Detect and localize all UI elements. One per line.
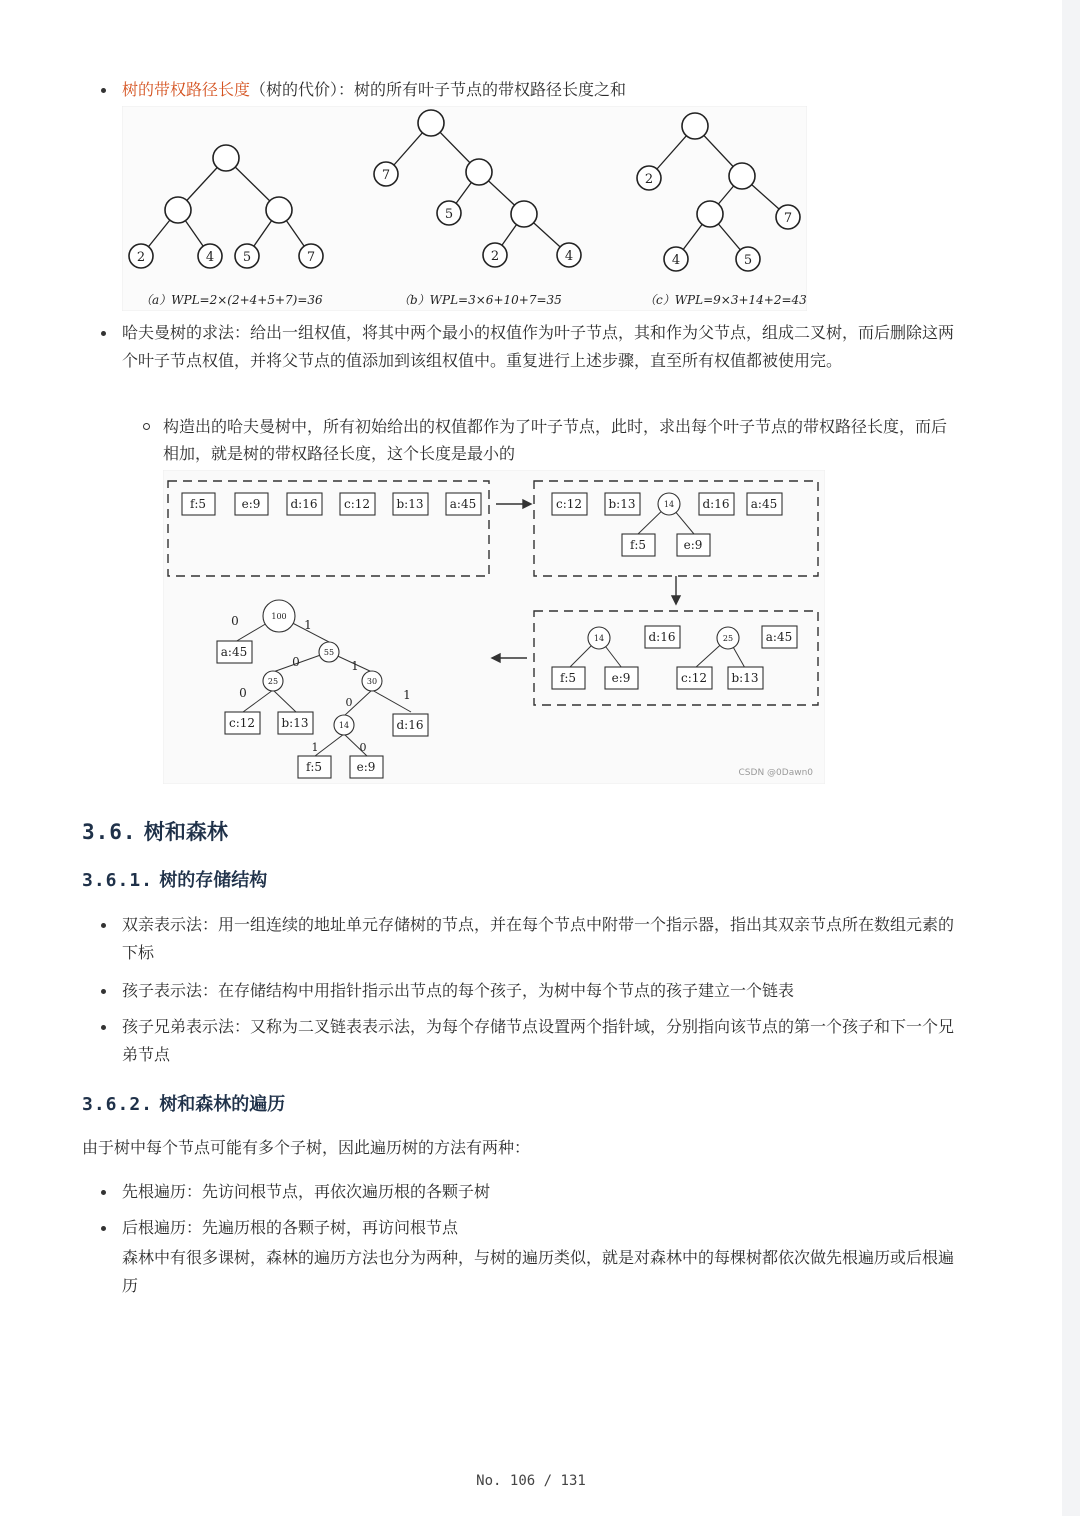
step2-node-label: b:13 [608,497,636,511]
tree-a-internal-node [266,197,292,223]
total-pages: 131 [560,1473,586,1489]
final-leaf-label: c:12 [228,716,256,730]
final-internal-label: 100 [271,612,287,621]
edge-label: 1 [311,741,319,754]
tree-a-leaf-label: 5 [242,250,252,265]
current-page: 106 [509,1473,536,1489]
tree-a-caption: （a）WPL=2×(2+4+5+7)=36 [140,293,323,307]
csdn-watermark: CSDN @0Dawn0 [738,768,813,778]
step1-node-label: c:12 [343,497,371,511]
wpl-list [82,76,962,104]
edge-label: 0 [239,686,247,700]
tree-b-root-node [418,110,444,136]
tree-c-leaf-label: 5 [743,253,753,268]
page-indicator [0,1473,1062,1489]
step3-node-label: a:45 [765,630,793,644]
tree-b-internal-node [466,159,492,185]
final-internal-label: 55 [323,648,335,657]
wpl-definition: （树的代价）：树的所有叶子节点的带权路径长度之和 [250,80,627,99]
tree-b-internal-node [511,201,537,227]
edge-label: 0 [292,655,300,669]
step3-internal-label: 25 [722,634,734,643]
section-3-6-heading [82,816,228,846]
final-internal-label: 30 [366,677,378,686]
edge-label: 1 [403,688,411,702]
step2-node-label: f:5 [629,538,647,552]
wpl-term: 树的带权路径长度 [122,80,251,99]
final-leaf-label: d:16 [396,718,424,732]
section-title: 树和森林的遍历 [159,1094,286,1115]
step2-node-label: c:12 [555,497,583,511]
step2-internal-label: 14 [663,500,675,509]
tree-a-internal-node [165,197,191,223]
step3-node-label: d:16 [648,630,676,644]
section-title: 树和森林 [143,820,228,844]
step2-node-label: d:16 [702,497,730,511]
huffman-method-item: 哈夫曼树的求法：给出一组权值，将其中两个最小的权值作为叶子节点，其和作为父节点，组成二叉树，而后删除这两个叶子节点权值，并将父节点的值添加到该组权值中。重复进行上述步骤，直至所有权值都被使用完。 [82,319,962,375]
traversal-list [82,1178,962,1300]
step1-node-label: b:13 [396,497,424,511]
final-leaf-label: e:9 [356,760,376,774]
step2-node-label: e:9 [683,538,703,552]
step2-node-label: a:45 [750,497,778,511]
step3-internal-label: 14 [593,634,605,643]
list-item: 孩子表示法：在存储结构中用指针指示出节点的每个孩子，为树中每个节点的孩子建立一个链表 [82,977,962,1005]
tree-b-leaf-label: 5 [444,207,454,222]
list-item: 先根遍历：先访问根节点，再依次遍历根的各颗子树 [82,1178,962,1206]
scrollbar-track[interactable] [1062,0,1080,1516]
page-separator: / [543,1473,553,1489]
tree-c-root-node [682,113,708,139]
tree-c-leaf-label: 7 [783,211,793,226]
list-item: 孩子兄弟表示法：又称为二叉链表表示法，为每个存储节点设置两个指针域，分别指向该节点的第一个孩子和下一个兄弟节点 [82,1013,962,1069]
step3-node-label: e:9 [611,671,631,685]
tree-a-leaf-label: 2 [136,250,146,265]
final-leaf-label: f:5 [305,760,323,774]
edge-label: 1 [304,618,312,632]
step3-node-label: b:13 [731,671,759,685]
huffman-sub-item: 构造出的哈夫曼树中，所有初始给出的权值都作为了叶子节点，此时，求出每个叶子节点的带权路径长度，而后相加，就是树的带权路径长度，这个长度是最小的 [82,413,962,467]
step1-node-label: e:9 [241,497,261,511]
list-item-text: 后根遍历：先遍历根的各颗子树，再访问根节点 [122,1218,459,1237]
edge-label: 0 [231,614,239,628]
step1-node-label: f:5 [189,497,207,511]
tree-c-internal-node [697,201,723,227]
tree-a-leaf-label: 4 [205,250,215,265]
section-3-6-1-heading [82,866,267,892]
tree-c-caption: （c）WPL=9×3+14+2=43 [644,293,807,307]
traversal-intro: 由于树中每个节点可能有多个子树，因此遍历树的方法有两种： [82,1138,531,1157]
tree-c-leaf-label: 4 [671,253,681,268]
edge-label: 0 [359,741,367,754]
final-internal-label: 25 [267,677,279,686]
edge-label: 0 [345,696,353,709]
final-internal-label: 14 [338,721,350,730]
section-number: 3.6.1. [82,870,154,891]
section-number: 3.6. [82,820,137,844]
section-title: 树的存储结构 [159,870,268,891]
final-leaf-label: b:13 [281,716,309,730]
tree-b-leaf-label: 2 [490,249,500,264]
huffman-list [82,319,962,375]
list-item: 双亲表示法：用一组连续的地址单元存储树的节点，并在每个节点中附带一个指示器，指出其双亲节点所在数组元素的下标 [82,911,962,967]
huffman-construction-figure [163,470,825,784]
section-number: 3.6.2. [82,1094,154,1115]
page-label: No. [476,1473,502,1489]
tree-a-leaf-label: 7 [306,250,316,265]
final-leaf-label: a:45 [220,645,248,659]
step1-node-label: a:45 [449,497,477,511]
tree-b-leaf-label: 4 [564,249,574,264]
huffman-sub-list [82,413,962,467]
tree-b-caption: （b）WPL=3×6+10+7=35 [398,293,562,307]
tree-c-internal-node [729,163,755,189]
tree-b-leaf-label: 7 [381,168,391,183]
step3-node-label: c:12 [680,671,708,685]
step1-node-label: d:16 [290,497,318,511]
wpl-tree-figure [122,106,807,311]
section-3-6-2-heading [82,1090,285,1116]
tree-a-root-node [213,145,239,171]
wpl-item [82,76,962,104]
list-item [82,1214,962,1300]
storage-list [82,911,962,1069]
step3-node-label: f:5 [559,671,577,685]
forest-note: 森林中有很多课树，森林的遍历方法也分为两种，与树的遍历类似，就是对森林中的每棵树都依次做先根遍历或后根遍历 [122,1248,955,1295]
edge-label: 1 [351,659,359,673]
tree-c-leaf-label: 2 [644,172,654,187]
